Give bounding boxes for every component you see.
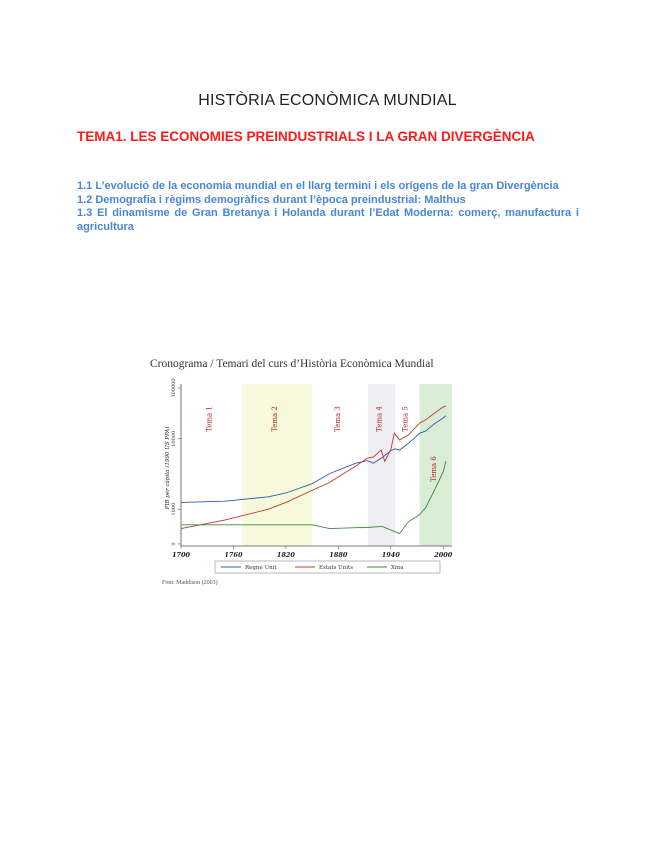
figure-title: Cronograma / Temari del curs d’Història Econòmica Mundial bbox=[150, 358, 434, 370]
tema-heading: TEMA1. LES ECONOMIES PREINDUSTRIALS I LA GRAN DIVERGÈNCIA bbox=[77, 129, 535, 144]
timeline-chart bbox=[155, 378, 460, 583]
subtopic-item: 1.1 L’evolució de la economia mundial en el llarg termini i els orígens de la gran Divergència bbox=[77, 180, 559, 192]
legend-label: Estats Units bbox=[319, 565, 354, 571]
x-tick-label: 1700 bbox=[171, 551, 191, 559]
y-tick-label: 10000 bbox=[171, 430, 177, 447]
legend-label: Xina bbox=[391, 565, 404, 571]
tema-band-label: Tema 6 bbox=[429, 456, 438, 482]
x-tick-label: 1880 bbox=[329, 551, 348, 559]
subtopic-item: 1.2 Demografia i règims demogràfics durant l’època preindustrial: Malthus bbox=[77, 193, 466, 206]
y-tick-label: 1000 bbox=[171, 502, 177, 516]
tema-band-label: Tema 1 bbox=[205, 406, 214, 432]
subtopic-item: 1.3 El dinamisme de Gran Bretanya i Holanda durant l’Edat Moderna: comerç, manufactura i agricultura bbox=[77, 207, 579, 233]
x-tick-label: 1760 bbox=[224, 551, 243, 559]
tema-band-label: Tema 2 bbox=[271, 406, 280, 432]
subtopic-list bbox=[77, 180, 579, 234]
y-tick-label: 0 bbox=[171, 542, 177, 546]
legend-label: Regne Unit bbox=[245, 565, 277, 571]
y-axis-label: PIB per càpita (1990 US PPA) bbox=[165, 426, 171, 510]
tema-band-label: Tema 5 bbox=[401, 406, 410, 432]
document-title: HISTÒRIA ECONÒMICA MUNDIAL bbox=[198, 92, 457, 109]
tema-band-label: Tema 3 bbox=[334, 406, 343, 432]
y-tick-label: 100000 bbox=[171, 378, 177, 398]
x-tick-label: 1940 bbox=[381, 551, 400, 559]
tema-band-label: Tema 4 bbox=[375, 406, 384, 432]
figure-source: Font: Maddison (2003) bbox=[162, 580, 218, 586]
x-tick-label: 1820 bbox=[276, 551, 295, 559]
x-tick-label: 2000 bbox=[434, 551, 453, 559]
